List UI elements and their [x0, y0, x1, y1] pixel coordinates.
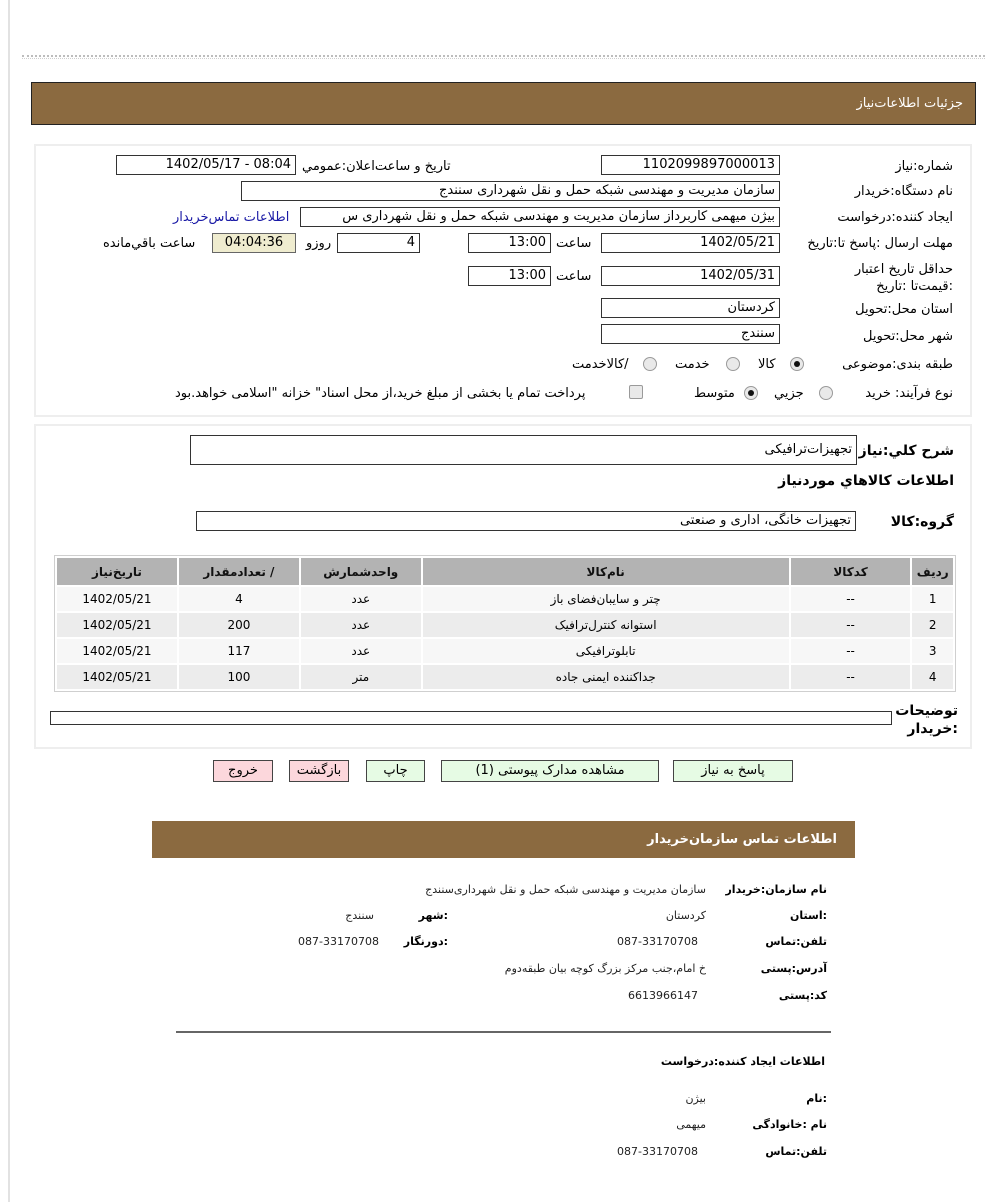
contact-fax-value: 087-33170708: [298, 935, 379, 948]
table-row: [57, 665, 953, 689]
exit-button[interactable]: خروج: [213, 760, 273, 782]
dotted-divider: [22, 55, 985, 59]
process-option-minor: جزيي: [774, 386, 804, 401]
validity-date-field[interactable]: 1402/05/31: [601, 266, 780, 286]
buyer-notes-label: توضیحات :خریدار: [895, 703, 958, 737]
announce-label: تاریخ و ساعت‌اعلان:عمومي: [302, 159, 451, 174]
cell-unit: عدد: [301, 613, 421, 637]
contact-org-value: سازمان مدیریت و مهندسی شبکه حمل و نقل شهرداری‌سنندج: [425, 883, 706, 896]
category-option-service: خدمت: [675, 357, 710, 372]
category-option-goods: کالا: [758, 357, 776, 372]
page-left-border: [8, 0, 10, 1202]
remaining-time-counter: 04:04:36: [212, 233, 296, 253]
process-radio-medium[interactable]: [744, 386, 758, 400]
goods-table: [54, 555, 956, 692]
col-row-number: ردیف: [912, 558, 953, 585]
cell-goods-code: --: [791, 639, 911, 663]
page-title-bar: [31, 82, 976, 125]
need-number-field[interactable]: 1102099897000013: [601, 155, 780, 175]
deadline-date-field[interactable]: 1402/05/21: [601, 233, 780, 253]
contact-city-label: :شهر: [418, 909, 448, 922]
remaining-time-label: ساعت باقي‌مانده: [103, 236, 196, 251]
col-goods-name: نام‌کالا: [423, 558, 789, 585]
reply-button[interactable]: پاسخ به نیاز: [673, 760, 793, 782]
city-field[interactable]: سنندج: [601, 324, 780, 344]
cell-row-number: 2: [912, 613, 953, 637]
cell-need-date: 1402/05/21: [57, 613, 177, 637]
deadline-label: مهلت ارسال :پاسخ تا:تاریخ: [807, 236, 953, 251]
process-label: نوع فرآیند: خرید: [865, 386, 953, 401]
goods-table-header: [57, 558, 953, 585]
contact-province-label: :استان: [790, 909, 827, 922]
col-goods-code: کدکالا: [791, 558, 911, 585]
contact-phone-label: تلفن:تماس: [765, 935, 827, 948]
cell-unit: عدد: [301, 639, 421, 663]
province-label: استان محل:تحویل: [855, 302, 953, 317]
city-label: شهر محل:تحویل: [863, 329, 953, 344]
cell-goods-code: --: [791, 613, 911, 637]
requester-name-label: :نام: [806, 1092, 827, 1105]
goods-group-field[interactable]: تجهیزات خانگی، اداری و صنعتی: [196, 511, 856, 531]
cell-goods-name: جداکننده ایمنی جاده: [423, 665, 789, 689]
process-radio-minor[interactable]: [819, 386, 833, 400]
creator-field[interactable]: بیژن میهمی کاربرداز سازمان مدیریت و مهندسی شبکه حمل و نقل شهرداری س: [300, 207, 780, 227]
cell-goods-code: --: [791, 587, 911, 611]
deadline-time-label: ساعت: [556, 236, 592, 251]
section-divider: [176, 1031, 831, 1033]
validity-time-field[interactable]: 13:00: [468, 266, 551, 286]
view-attachments-button[interactable]: مشاهده مدارک پیوستی (1): [441, 760, 659, 782]
contact-postal-value: 6613966147: [628, 989, 698, 1002]
cell-quantity: 100: [179, 665, 299, 689]
buyer-contact-header: [152, 821, 855, 858]
deadline-time-field[interactable]: 13:00: [468, 233, 551, 253]
treasury-checkbox-label: پرداخت تمام یا بخشی از مبلغ خرید،از محل اسناد" خزانه "اسلامی خواهد.بود: [175, 386, 586, 401]
creator-label: ایجاد کننده:درخواست: [837, 210, 953, 225]
cell-goods-name: استوانه کنترل‌ترافیک: [423, 613, 789, 637]
cell-goods-name: چتر و سایبان‌فضای باز: [423, 587, 789, 611]
cell-need-date: 1402/05/21: [57, 639, 177, 663]
cell-need-date: 1402/05/21: [57, 665, 177, 689]
back-button[interactable]: بازگشت: [289, 760, 349, 782]
contact-fax-label: :دورنگار: [403, 935, 448, 948]
requester-family-value: میهمی: [676, 1118, 706, 1131]
category-radio-service[interactable]: [726, 357, 740, 371]
summary-label: شرح کلي:نیاز: [858, 443, 954, 459]
announce-datetime-field[interactable]: 1402/05/17 - 08:04: [116, 155, 296, 175]
table-row: [57, 639, 953, 663]
category-radio-goods[interactable]: [790, 357, 804, 371]
requester-phone-label: تلفن:تماس: [765, 1145, 827, 1158]
buyer-org-label: نام دستگاه:خریدار: [854, 184, 953, 199]
category-option-goods-service: /کالاخدمت: [572, 357, 629, 372]
contact-phone-value: 087-33170708: [617, 935, 698, 948]
buyer-notes-field[interactable]: [50, 711, 892, 725]
requester-family-label: نام :خانوادگی: [752, 1118, 827, 1131]
buyer-contact-title: اطلاعات تماس سازمان‌خریدار: [647, 832, 837, 847]
cell-row-number: 4: [912, 665, 953, 689]
category-radio-goods-service[interactable]: [643, 357, 657, 371]
cell-quantity: 117: [179, 639, 299, 663]
contact-org-label: نام سازمان:خریدار: [725, 883, 827, 896]
treasury-checkbox[interactable]: [629, 385, 643, 399]
validity-time-label: ساعت: [556, 269, 592, 284]
requester-phone-value: 087-33170708: [617, 1145, 698, 1158]
buyer-org-field[interactable]: سازمان مدیریت و مهندسی شبکه حمل و نقل شهرداری سنندج: [241, 181, 780, 201]
cell-row-number: 1: [912, 587, 953, 611]
process-option-medium: متوسط: [694, 386, 735, 401]
goods-info-heading: اطلاعات کالاهاي موردنیاز: [778, 473, 954, 489]
cell-row-number: 3: [912, 639, 953, 663]
goods-group-label: گروه:کالا: [890, 514, 954, 530]
requester-title: اطلاعات ایجاد کننده:درخواست: [660, 1055, 825, 1068]
contact-address-label: آدرس:پستی: [760, 962, 827, 975]
province-field[interactable]: کردستان: [601, 298, 780, 318]
col-quantity: / تعدادمقدار: [179, 558, 299, 585]
contact-postal-label: کد:پستی: [778, 989, 827, 1002]
cell-goods-code: --: [791, 665, 911, 689]
days-label: روزو: [306, 236, 332, 251]
summary-field[interactable]: تجهیزات‌ترافیکی: [190, 435, 857, 465]
cell-goods-name: تابلوترافیکی: [423, 639, 789, 663]
col-unit: واحدشمارش: [301, 558, 421, 585]
page-title: جزئیات اطلاعات‌نیاز: [856, 96, 963, 111]
need-number-label: شماره‌:نیاز: [895, 159, 953, 174]
remaining-days-field[interactable]: 4: [337, 233, 420, 253]
contact-address-value: خ امام،جنب مرکز بزرگ کوچه بیان طبقه‌دوم: [504, 962, 706, 975]
cell-quantity: 200: [179, 613, 299, 637]
cell-need-date: 1402/05/21: [57, 587, 177, 611]
table-row: [57, 613, 953, 637]
contact-city-value: سنندج: [345, 909, 374, 922]
category-label: طبقه بندی:موضوعی: [842, 357, 953, 372]
validity-label: حداقل تاریخ اعتبار :قیمت‌تا :تاریخ: [854, 262, 953, 294]
contact-province-value: کردستان: [665, 909, 706, 922]
table-row: [57, 587, 953, 611]
cell-unit: عدد: [301, 587, 421, 611]
buyer-contact-link[interactable]: اطلاعات تماس‌خریدار: [173, 210, 290, 225]
col-need-date: تاریخ‌نیاز: [57, 558, 177, 585]
print-button[interactable]: چاپ: [366, 760, 425, 782]
cell-quantity: 4: [179, 587, 299, 611]
requester-name-value: بیژن: [685, 1092, 706, 1105]
cell-unit: متر: [301, 665, 421, 689]
